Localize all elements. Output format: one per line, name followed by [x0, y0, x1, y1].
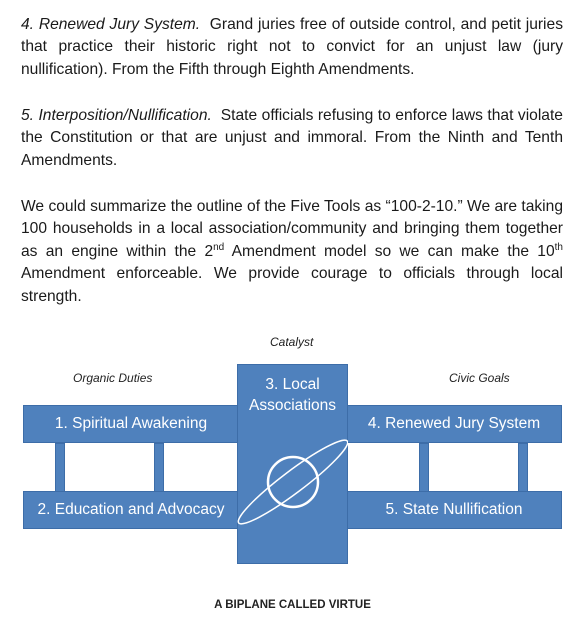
- diagram-title: A BIPLANE CALLED VIRTUE: [214, 599, 371, 611]
- box-label-line: Associations: [248, 397, 336, 414]
- wing-strut: [419, 443, 429, 495]
- superscript: th: [554, 241, 563, 253]
- superscript: nd: [213, 241, 225, 253]
- paragraph-renewed-jury-system: [21, 14, 563, 81]
- propeller-icon: [237, 420, 348, 540]
- box-state-nullification: 5. State Nullification: [346, 491, 562, 529]
- paragraph-text: Amendment model so we can make the 10: [224, 242, 555, 260]
- paragraph-text: We could summarize the outline of the Five Tools as “100-2-10.” We are taking 100 households in a local association/community and bringing them together as an engine within the 2: [21, 198, 563, 260]
- paragraph-heading: 4. Renewed Jury System.: [21, 16, 201, 33]
- wing-strut: [154, 443, 164, 495]
- box-spiritual-awakening: 1. Spiritual Awakening: [23, 405, 239, 443]
- caption-organic-duties: Organic Duties: [73, 371, 153, 385]
- box-renewed-jury-system: 4. Renewed Jury System: [346, 405, 562, 443]
- paragraph-summary: [21, 196, 563, 308]
- caption-catalyst: Catalyst: [270, 335, 314, 349]
- paragraph-heading: 5. Interposition/Nullification.: [21, 107, 212, 124]
- wing-strut: [55, 443, 65, 495]
- paragraph-text: State officials refusing to enforce laws that violate the Constitution or that are unjust and immoral. From the Ninth and Tenth Amendments.: [21, 107, 563, 169]
- box-label-line: 3. Local: [265, 376, 320, 393]
- paragraph-interposition: [21, 105, 563, 172]
- box-education-advocacy: 2. Education and Advocacy: [23, 491, 239, 529]
- wing-strut: [518, 443, 528, 495]
- paragraph-text: Amendment enforceable. We provide courage to officials through local strength.: [21, 265, 563, 305]
- caption-civic-goals: Civic Goals: [449, 371, 510, 385]
- box-local-associations: [237, 374, 348, 416]
- paragraph-text: Grand juries free of outside control, and petit juries that practice their historic right not to convict for an unjust law (jury nullification). From the Fifth through Eighth Amendments.: [21, 16, 563, 78]
